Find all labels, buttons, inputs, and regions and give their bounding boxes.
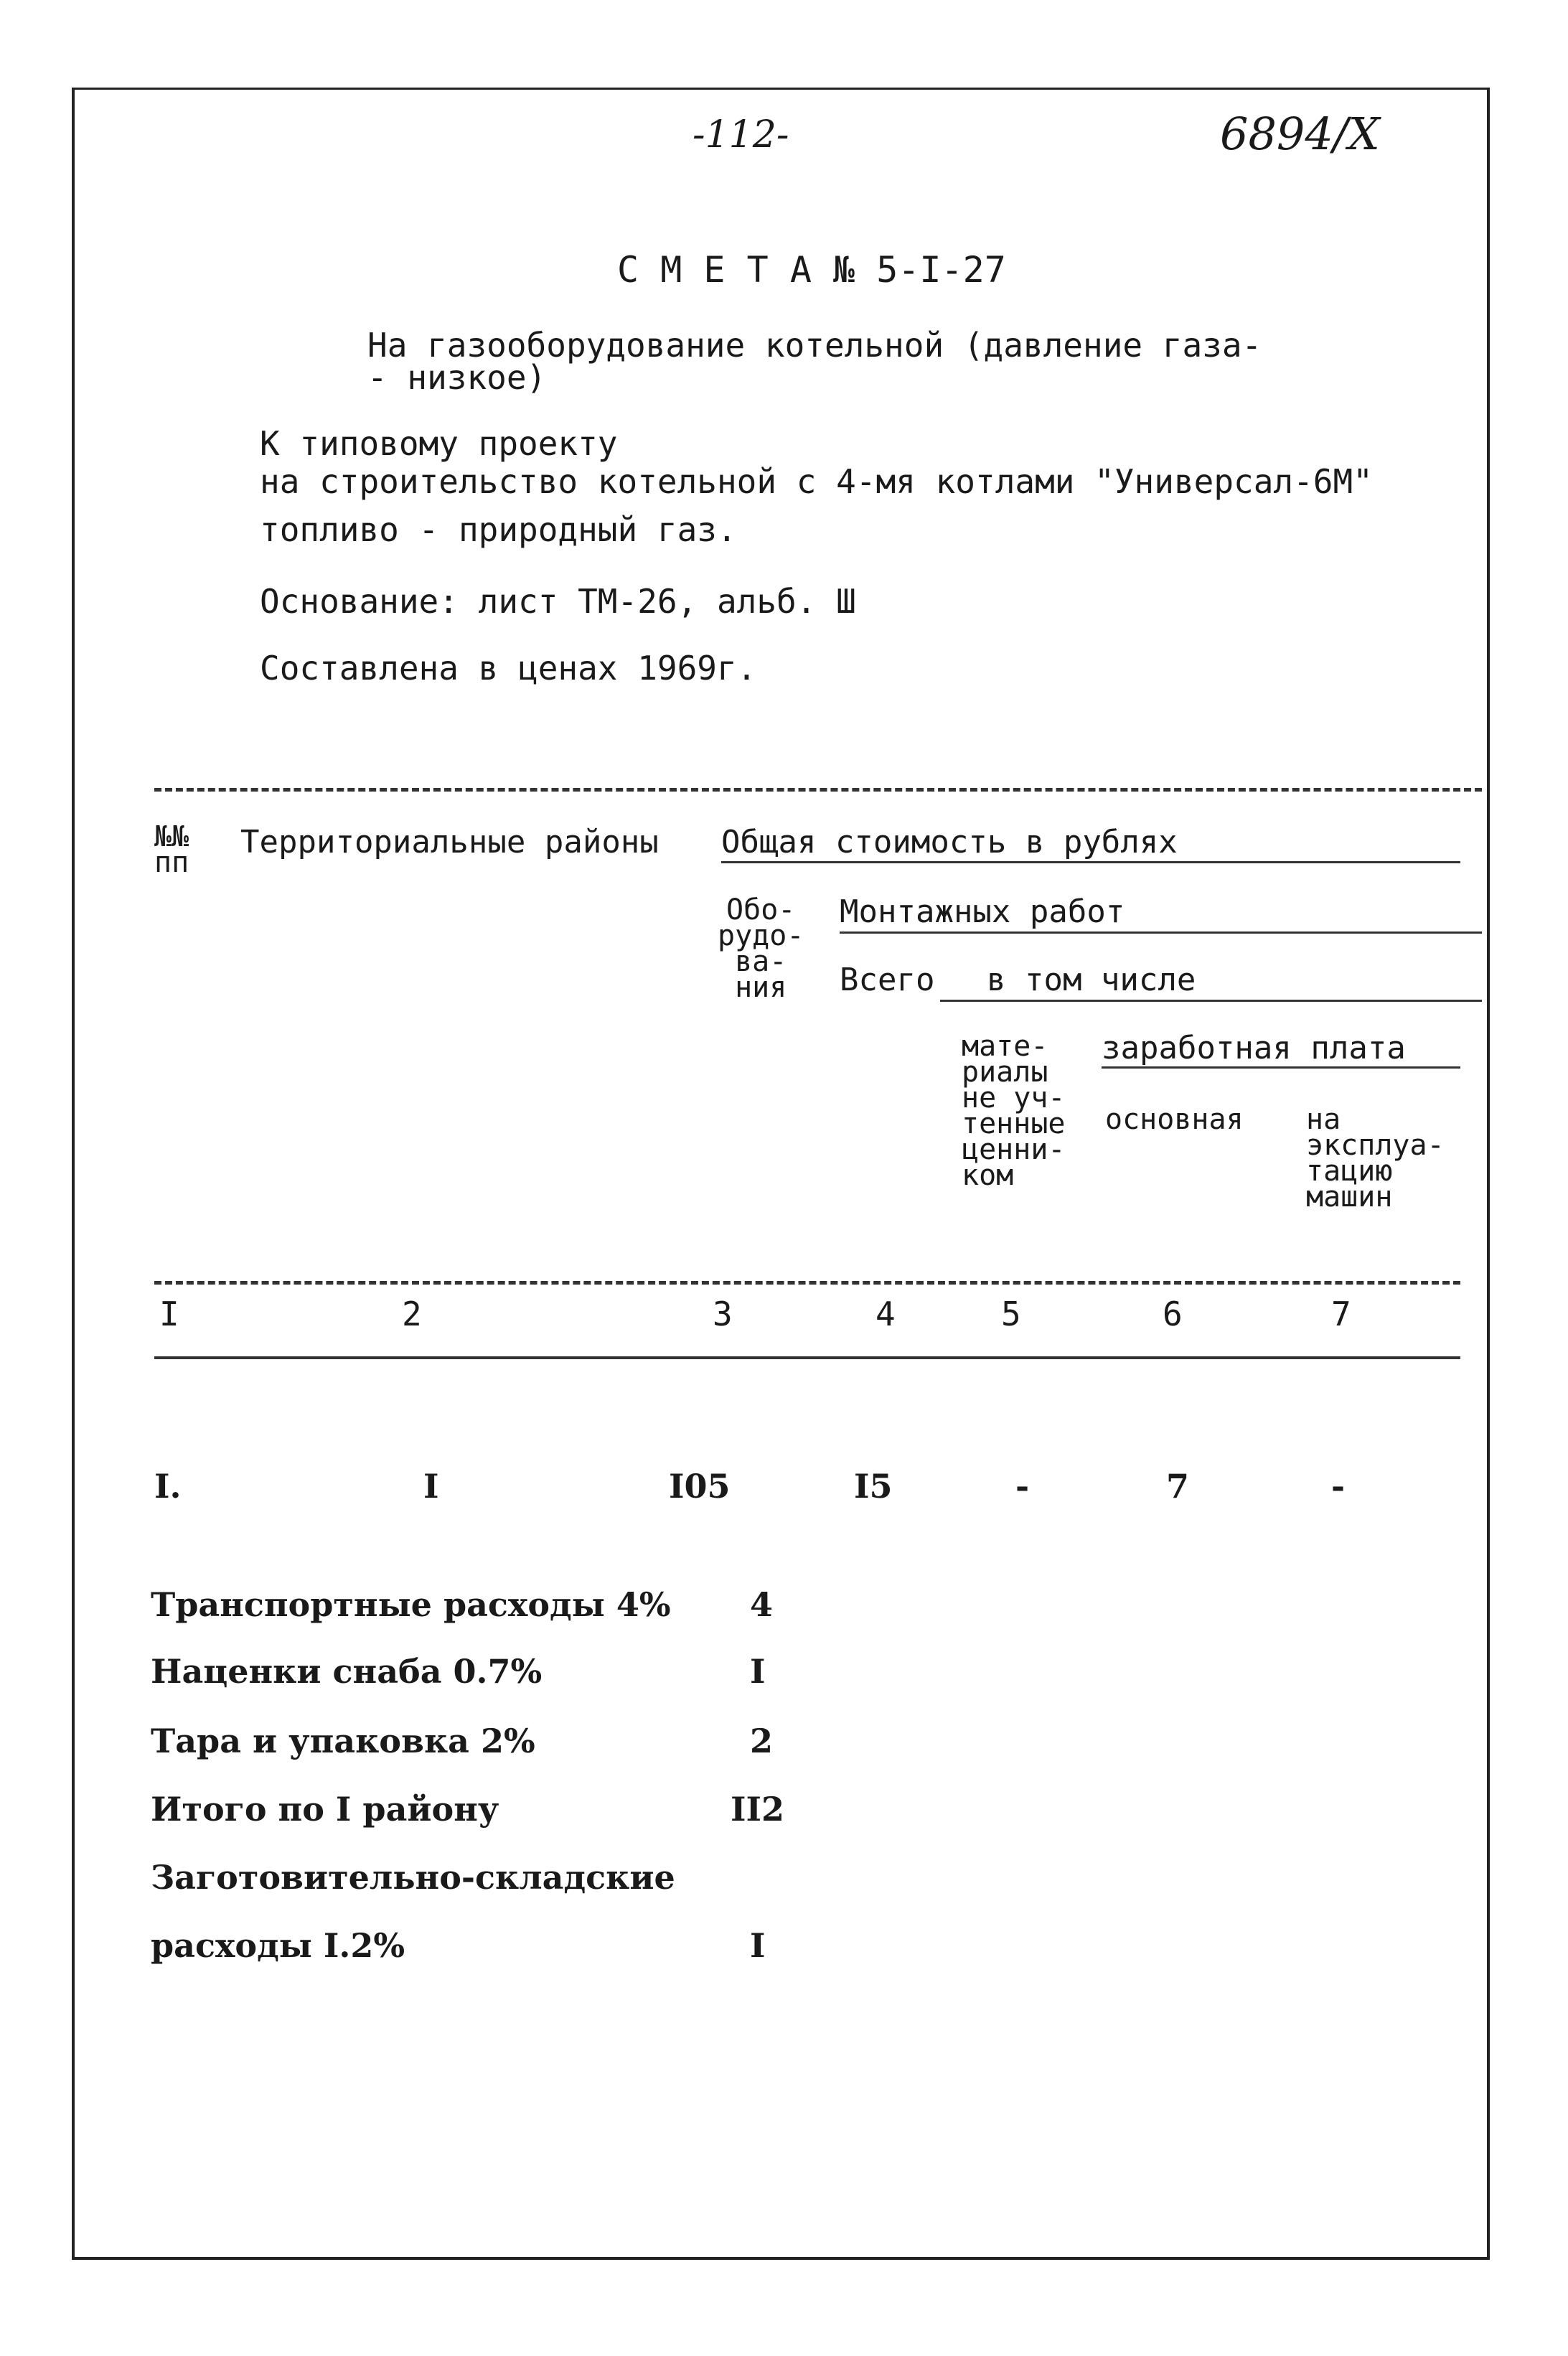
prices-line: Составлена в ценах 1969г. (260, 649, 757, 687)
summary-value: I (750, 1926, 766, 1965)
header-installation: Монтажных работ (840, 893, 1125, 930)
row-num: I. (154, 1467, 182, 1506)
summary-value: II2 (731, 1790, 785, 1829)
header-materials: мате- риалы не уч- тенные ценни- ком (962, 1030, 1066, 1192)
col-number-6: 6 (1163, 1295, 1183, 1333)
header-total: Всего (840, 962, 935, 998)
row-salary-main: 7 (1166, 1467, 1190, 1506)
header-salary: заработная плата (1102, 1030, 1406, 1066)
summary-label: Тара и упаковка 2% (151, 1722, 535, 1760)
installation-underline (840, 931, 1482, 934)
summary-label: Заготовительно-складские (151, 1858, 675, 1897)
col-number-2: 2 (402, 1295, 422, 1333)
col-number-3: 3 (713, 1295, 733, 1333)
total-cost-underline (721, 861, 1460, 863)
project-line-2: на строительство котельной с 4-мя котлами "Универсал-6М" (260, 462, 1373, 501)
summary-value: 4 (750, 1585, 774, 1624)
basis-line: Основание: лист ТМ-26, альб. Ш (260, 582, 856, 621)
document-title: С М Е Т А № 5-I-27 (617, 249, 1006, 291)
summary-label: Итого по I району (151, 1790, 499, 1829)
header-total-cost: Общая стоимость в рублях (721, 824, 1178, 860)
page-number: -112- (693, 113, 789, 156)
header-bottom-rule (154, 1356, 1460, 1359)
summary-value: I (750, 1652, 766, 1691)
archive-number: 6894/X (1220, 108, 1380, 160)
table-top-rule (154, 788, 1482, 792)
col-number-4: 4 (875, 1295, 896, 1333)
column-numbers-rule (154, 1281, 1460, 1285)
header-including: в том числе (987, 962, 1196, 998)
project-line-3: топливо - природный газ. (260, 510, 737, 549)
header-region: Территориальные районы (240, 824, 659, 860)
summary-value: 2 (750, 1722, 774, 1760)
summary-label: расходы I.2% (151, 1926, 405, 1965)
col-number-7: 7 (1331, 1295, 1351, 1333)
summary-label: Транспортные расходы 4% (151, 1585, 671, 1624)
row-salary-machines: - (1331, 1467, 1346, 1506)
summary-label: Наценки снаба 0.7% (151, 1652, 543, 1691)
row-materials: - (1015, 1467, 1030, 1506)
project-line-1: К типовому проекту (260, 424, 618, 463)
header-num: №№ пп (154, 820, 189, 879)
col-number-5: 5 (1001, 1295, 1021, 1333)
subtitle-line-2: - низкое) (367, 358, 547, 397)
including-underline (940, 1000, 1482, 1002)
row-region: I (423, 1467, 439, 1506)
salary-underline (1102, 1066, 1460, 1069)
header-salary-main: основная (1105, 1103, 1244, 1136)
header-salary-machines: на эксплуа- тацию машин (1306, 1103, 1445, 1214)
subtitle-line-1: На газооборудование котельной (давление газа- (367, 326, 1262, 365)
row-total: I5 (854, 1467, 893, 1506)
row-equipment: I05 (669, 1467, 731, 1506)
header-equipment: Обо- рудо- ва- ния (718, 893, 804, 1004)
col-number-1: I (159, 1295, 179, 1333)
